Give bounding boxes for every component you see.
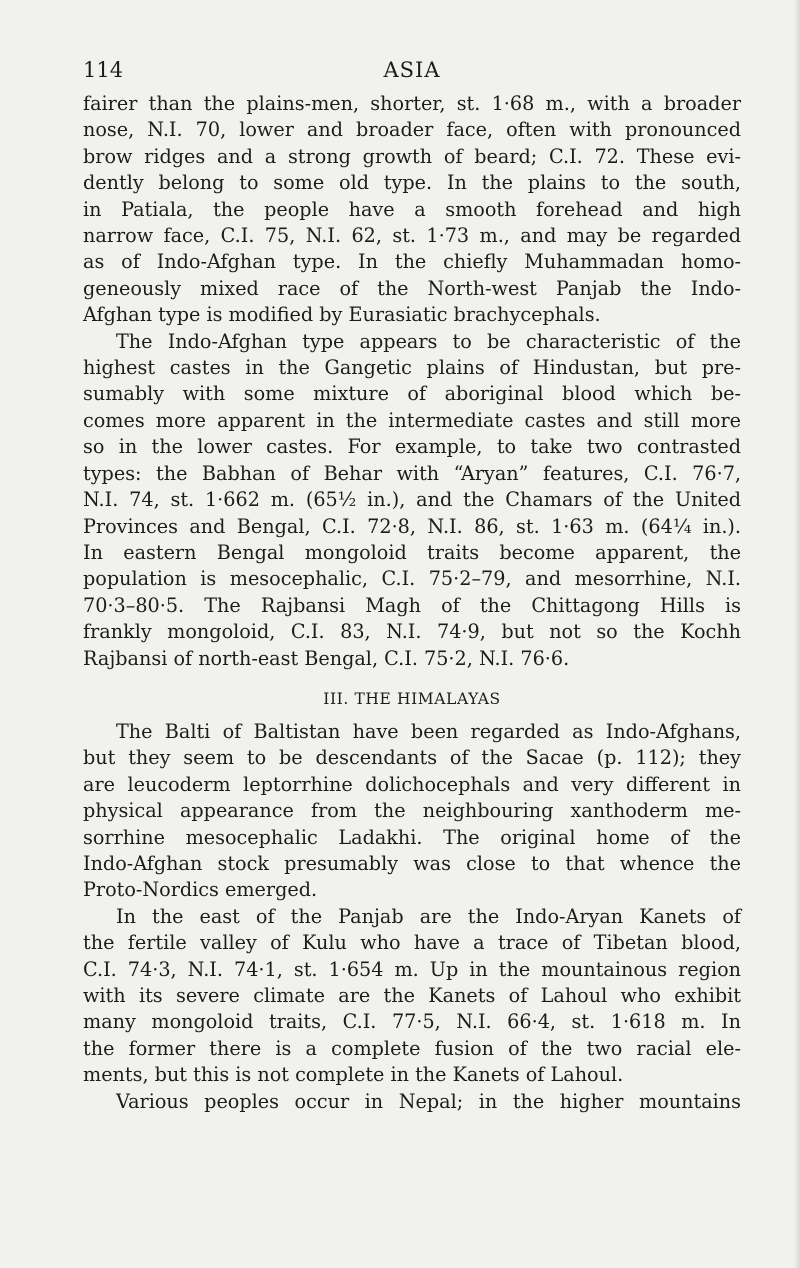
text-line: fairer than the plains-men, shorter, st. 1·68 m., with a broader xyxy=(83,92,741,115)
text-line: nose, N.I. 70, lower and broader face, often with pronounced xyxy=(83,118,741,142)
text-line: The Balti of Baltistan have been regarded as Indo-Afghans, xyxy=(116,719,741,743)
text-line: In the east of the Panjab are the Indo-Aryan Kanets of xyxy=(116,904,741,928)
text-line: Afghan type is modified by Eurasiatic brachycephals. xyxy=(83,303,601,327)
text-line: N.I. 74, st. 1·662 m. (65½ in.), and the Chamars of the United xyxy=(83,488,741,512)
text-line: Indo-Afghan stock presumably was close to that whence the xyxy=(83,851,741,875)
text-line: the former there is a complete fusion of the two racial ele- xyxy=(83,1036,741,1060)
page-edge xyxy=(794,0,800,1268)
section-heading: III. THE HIMALAYAS xyxy=(323,689,501,708)
text-line: The Indo-Afghan type appears to be characteristic of the xyxy=(116,329,741,353)
page-number: 114 xyxy=(83,58,124,82)
text-line: highest castes in the Gangetic plains of Hindustan, but pre- xyxy=(83,356,741,380)
text-line: comes more apparent in the intermediate castes and still more xyxy=(83,408,741,432)
text-line: with its severe climate are the Kanets of Lahoul who exhibit xyxy=(83,984,741,1007)
text-line: geneously mixed race of the North-west Panjab the Indo- xyxy=(83,276,741,300)
paragraph-1 xyxy=(83,91,741,329)
text-line: Provinces and Bengal, C.I. 72·8, N.I. 86, st. 1·63 m. (64¼ in.). xyxy=(83,514,741,538)
text-line: physical appearance from the neighbouring xanthoderm me- xyxy=(83,799,741,823)
text-line: sumably with some mixture of aboriginal blood which be- xyxy=(83,382,741,406)
text-line: many mongoloid traits, C.I. 77·5, N.I. 66·4, st. 1·618 m. In xyxy=(83,1010,741,1034)
paragraph-5 xyxy=(83,1089,741,1115)
text-line: Proto-Nordics emerged. xyxy=(83,878,318,902)
text-line: types: the Babhan of Behar with “Aryan” features, C.I. 76·7, xyxy=(83,461,741,485)
running-title: ASIA xyxy=(383,58,441,82)
text-line: so in the lower castes. For example, to take two contrasted xyxy=(83,435,741,459)
paragraph-4 xyxy=(83,904,741,1089)
text-line: the fertile valley of Kulu who have a trace of Tibetan blood, xyxy=(83,931,741,955)
text-line: narrow face, C.I. 75, N.I. 62, st. 1·73 m., and may be regarded xyxy=(83,224,741,248)
text-line: as of Indo-Afghan type. In the chiefly Muhammadan homo- xyxy=(83,250,741,274)
text-line: In eastern Bengal mongoloid traits become apparent, the xyxy=(83,540,741,564)
text-line: dently belong to some old type. In the plains to the south, xyxy=(83,171,741,195)
text-line: 70·3–80·5. The Rajbansi Magh of the Chittagong Hills is xyxy=(83,593,741,617)
text-line: population is mesocephalic, C.I. 75·2–79, and mesorrhine, N.I. xyxy=(83,567,741,591)
running-head xyxy=(83,58,741,88)
paragraph-2 xyxy=(83,329,741,672)
text-line: C.I. 74·3, N.I. 74·1, st. 1·654 m. Up in the mountainous region xyxy=(83,957,741,981)
text-line: brow ridges and a strong growth of beard; C.I. 72. These evi- xyxy=(83,144,741,168)
text-line: but they seem to be descendants of the Sacae (p. 112); they xyxy=(83,746,741,770)
text-line: in Patiala, the people have a smooth forehead and high xyxy=(83,197,741,221)
text-line: Various peoples occur in Nepal; in the higher mountains xyxy=(116,1089,741,1113)
paragraph-3 xyxy=(83,719,741,904)
text-line: ments, but this is not complete in the Kanets of Lahoul. xyxy=(83,1063,624,1087)
text-line: frankly mongoloid, C.I. 83, N.I. 74·9, but not so the Kochh xyxy=(83,620,741,644)
body-text xyxy=(83,91,741,1115)
text-line: sorrhine mesocephalic Ladakhi. The original home of the xyxy=(83,825,741,849)
text-line: are leucoderm leptorrhine dolichocephals and very different in xyxy=(83,772,741,796)
text-line: Rajbansi of north-east Bengal, C.I. 75·2, N.I. 76·6. xyxy=(83,646,570,670)
